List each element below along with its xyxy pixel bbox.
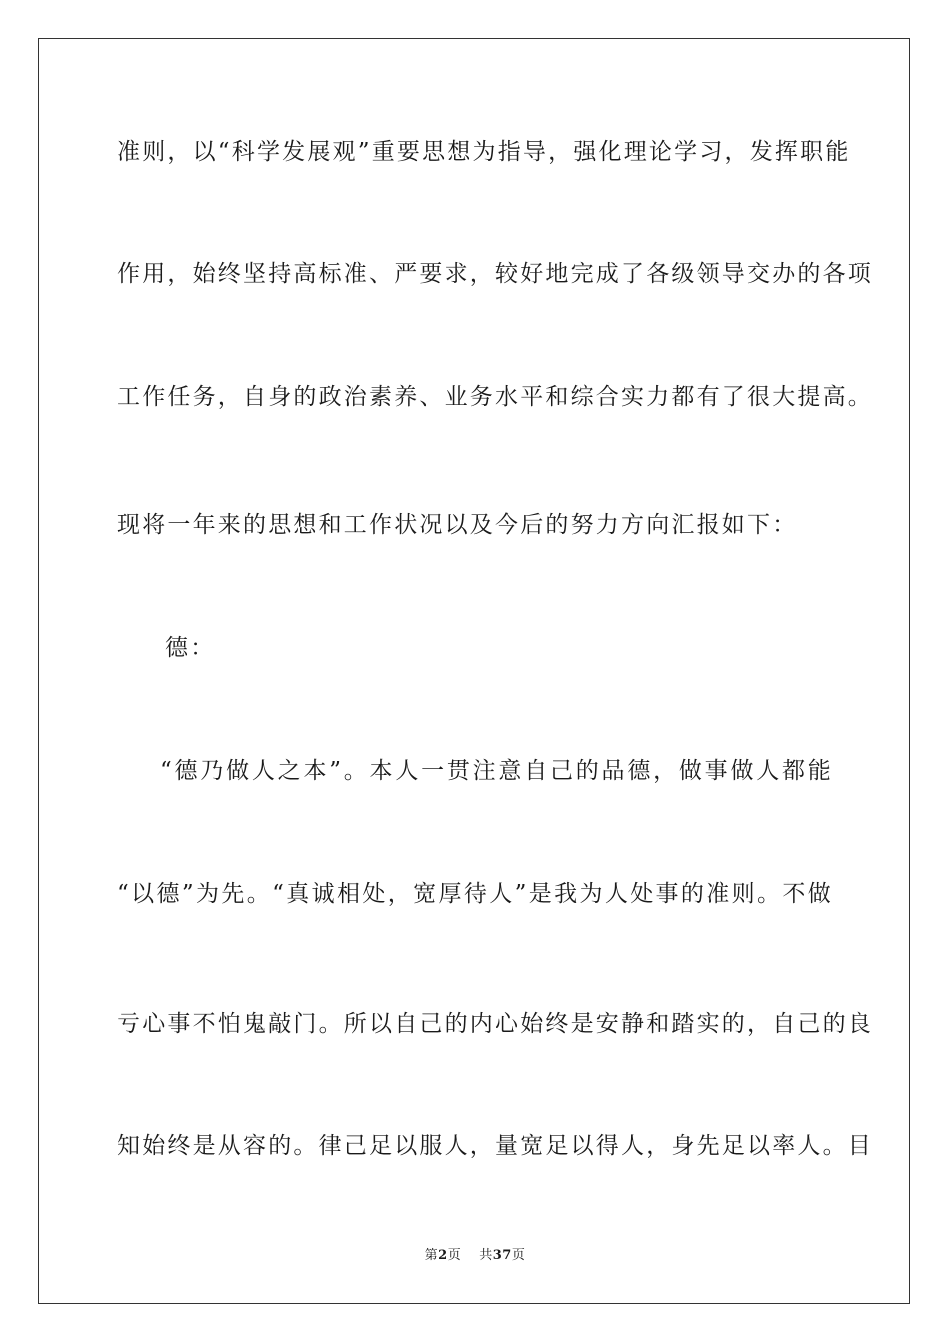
total-suffix: 页: [511, 1248, 526, 1263]
body-text-line-4: 现将一年来的思想和工作状况以及今后的努力方向汇报如下：: [117, 512, 798, 538]
page-border: [38, 38, 910, 1304]
page-prefix: 第: [424, 1248, 439, 1263]
body-text-line-7: “以德”为先。“真诚相处，宽厚待人”是我为人处事的准则。不做: [117, 881, 833, 907]
total-pages: 37: [492, 1248, 512, 1263]
page-footer: [0, 1247, 950, 1265]
section-heading-de: 德：: [165, 635, 216, 661]
body-text-line-9: 知始终是从容的。律己足以服人，量宽足以得人，身先足以率人。目: [117, 1133, 873, 1159]
body-text-line-1: 准则，以“科学发展观”重要思想为指导，强化理论学习，发挥职能: [117, 139, 851, 165]
body-text-line-6: “德乃做人之本”。本人一贯注意自己的品德，做事做人都能: [160, 758, 833, 784]
body-text-line-8: 亏心事不怕鬼敲门。所以自己的内心始终是安静和踏实的，自己的良: [117, 1011, 873, 1037]
page-suffix: 页: [447, 1248, 462, 1263]
page-number: 2: [438, 1248, 448, 1263]
body-text-line-3: 工作任务，自身的政治素养、业务水平和综合实力都有了很大提高。: [117, 384, 873, 410]
total-prefix: 共: [479, 1248, 493, 1263]
body-text-line-2: 作用，始终坚持高标准、严要求，较好地完成了各级领导交办的各项: [117, 261, 873, 287]
